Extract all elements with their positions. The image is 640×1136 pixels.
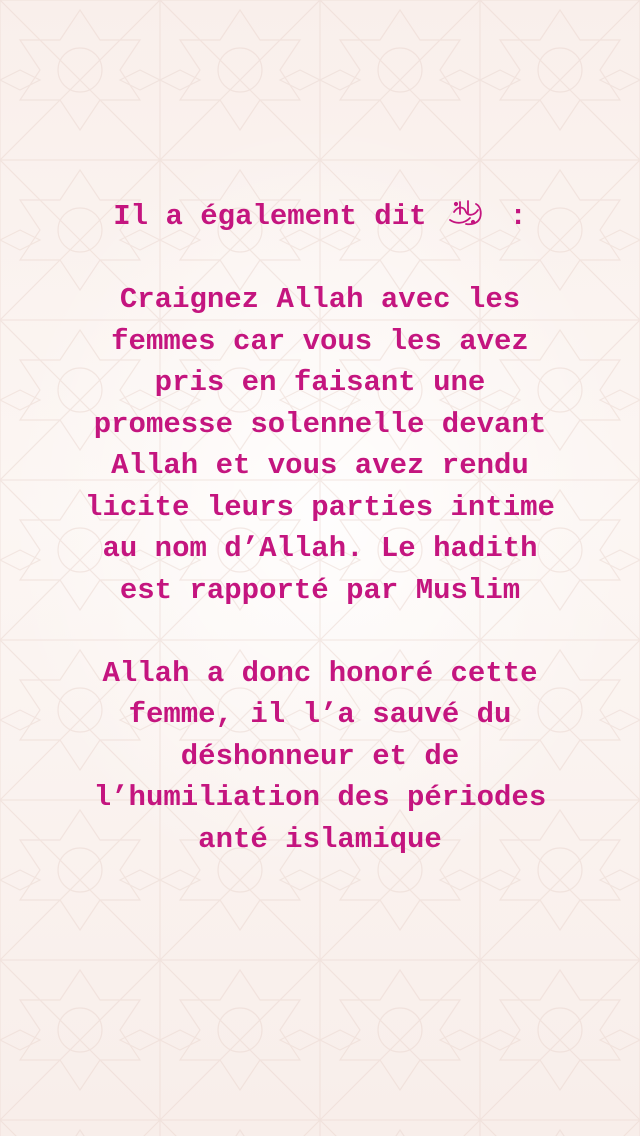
hadith-line: au nom d’Allah. Le hadith — [102, 532, 538, 565]
conclusion-paragraph — [20, 653, 620, 861]
conclusion-line: anté islamique — [198, 822, 442, 856]
hadith-paragraph — [20, 279, 620, 611]
story-text — [20, 196, 620, 860]
conclusion-line: femme, il l’a sauvé du — [128, 698, 512, 731]
intro-colon: : — [509, 200, 527, 233]
hadith-line: Allah et vous avez rendu — [111, 449, 529, 482]
paragraph-gap — [20, 611, 620, 653]
hadith-line: Craignez Allah avec les — [119, 283, 521, 316]
hadith-line: licite leurs parties intime — [85, 490, 555, 524]
intro-line — [20, 196, 620, 238]
hadith-line: femmes car vous les avez — [111, 324, 529, 358]
hadith-line: pris en faisant une — [154, 366, 486, 399]
intro-text: Il a également dit — [113, 200, 427, 233]
hadith-line: est rapporté par Muslim — [119, 573, 521, 607]
conclusion-line: déshonneur et de — [180, 739, 460, 773]
conclusion-line: l’humiliation des périodes — [93, 781, 547, 814]
paragraph-gap — [20, 238, 620, 280]
hadith-line: promesse solennelle devant — [93, 407, 547, 441]
salawat-calligraphy-icon — [446, 198, 486, 228]
conclusion-line: Allah a donc honoré cette — [102, 656, 538, 690]
intro-paragraph — [20, 196, 620, 238]
